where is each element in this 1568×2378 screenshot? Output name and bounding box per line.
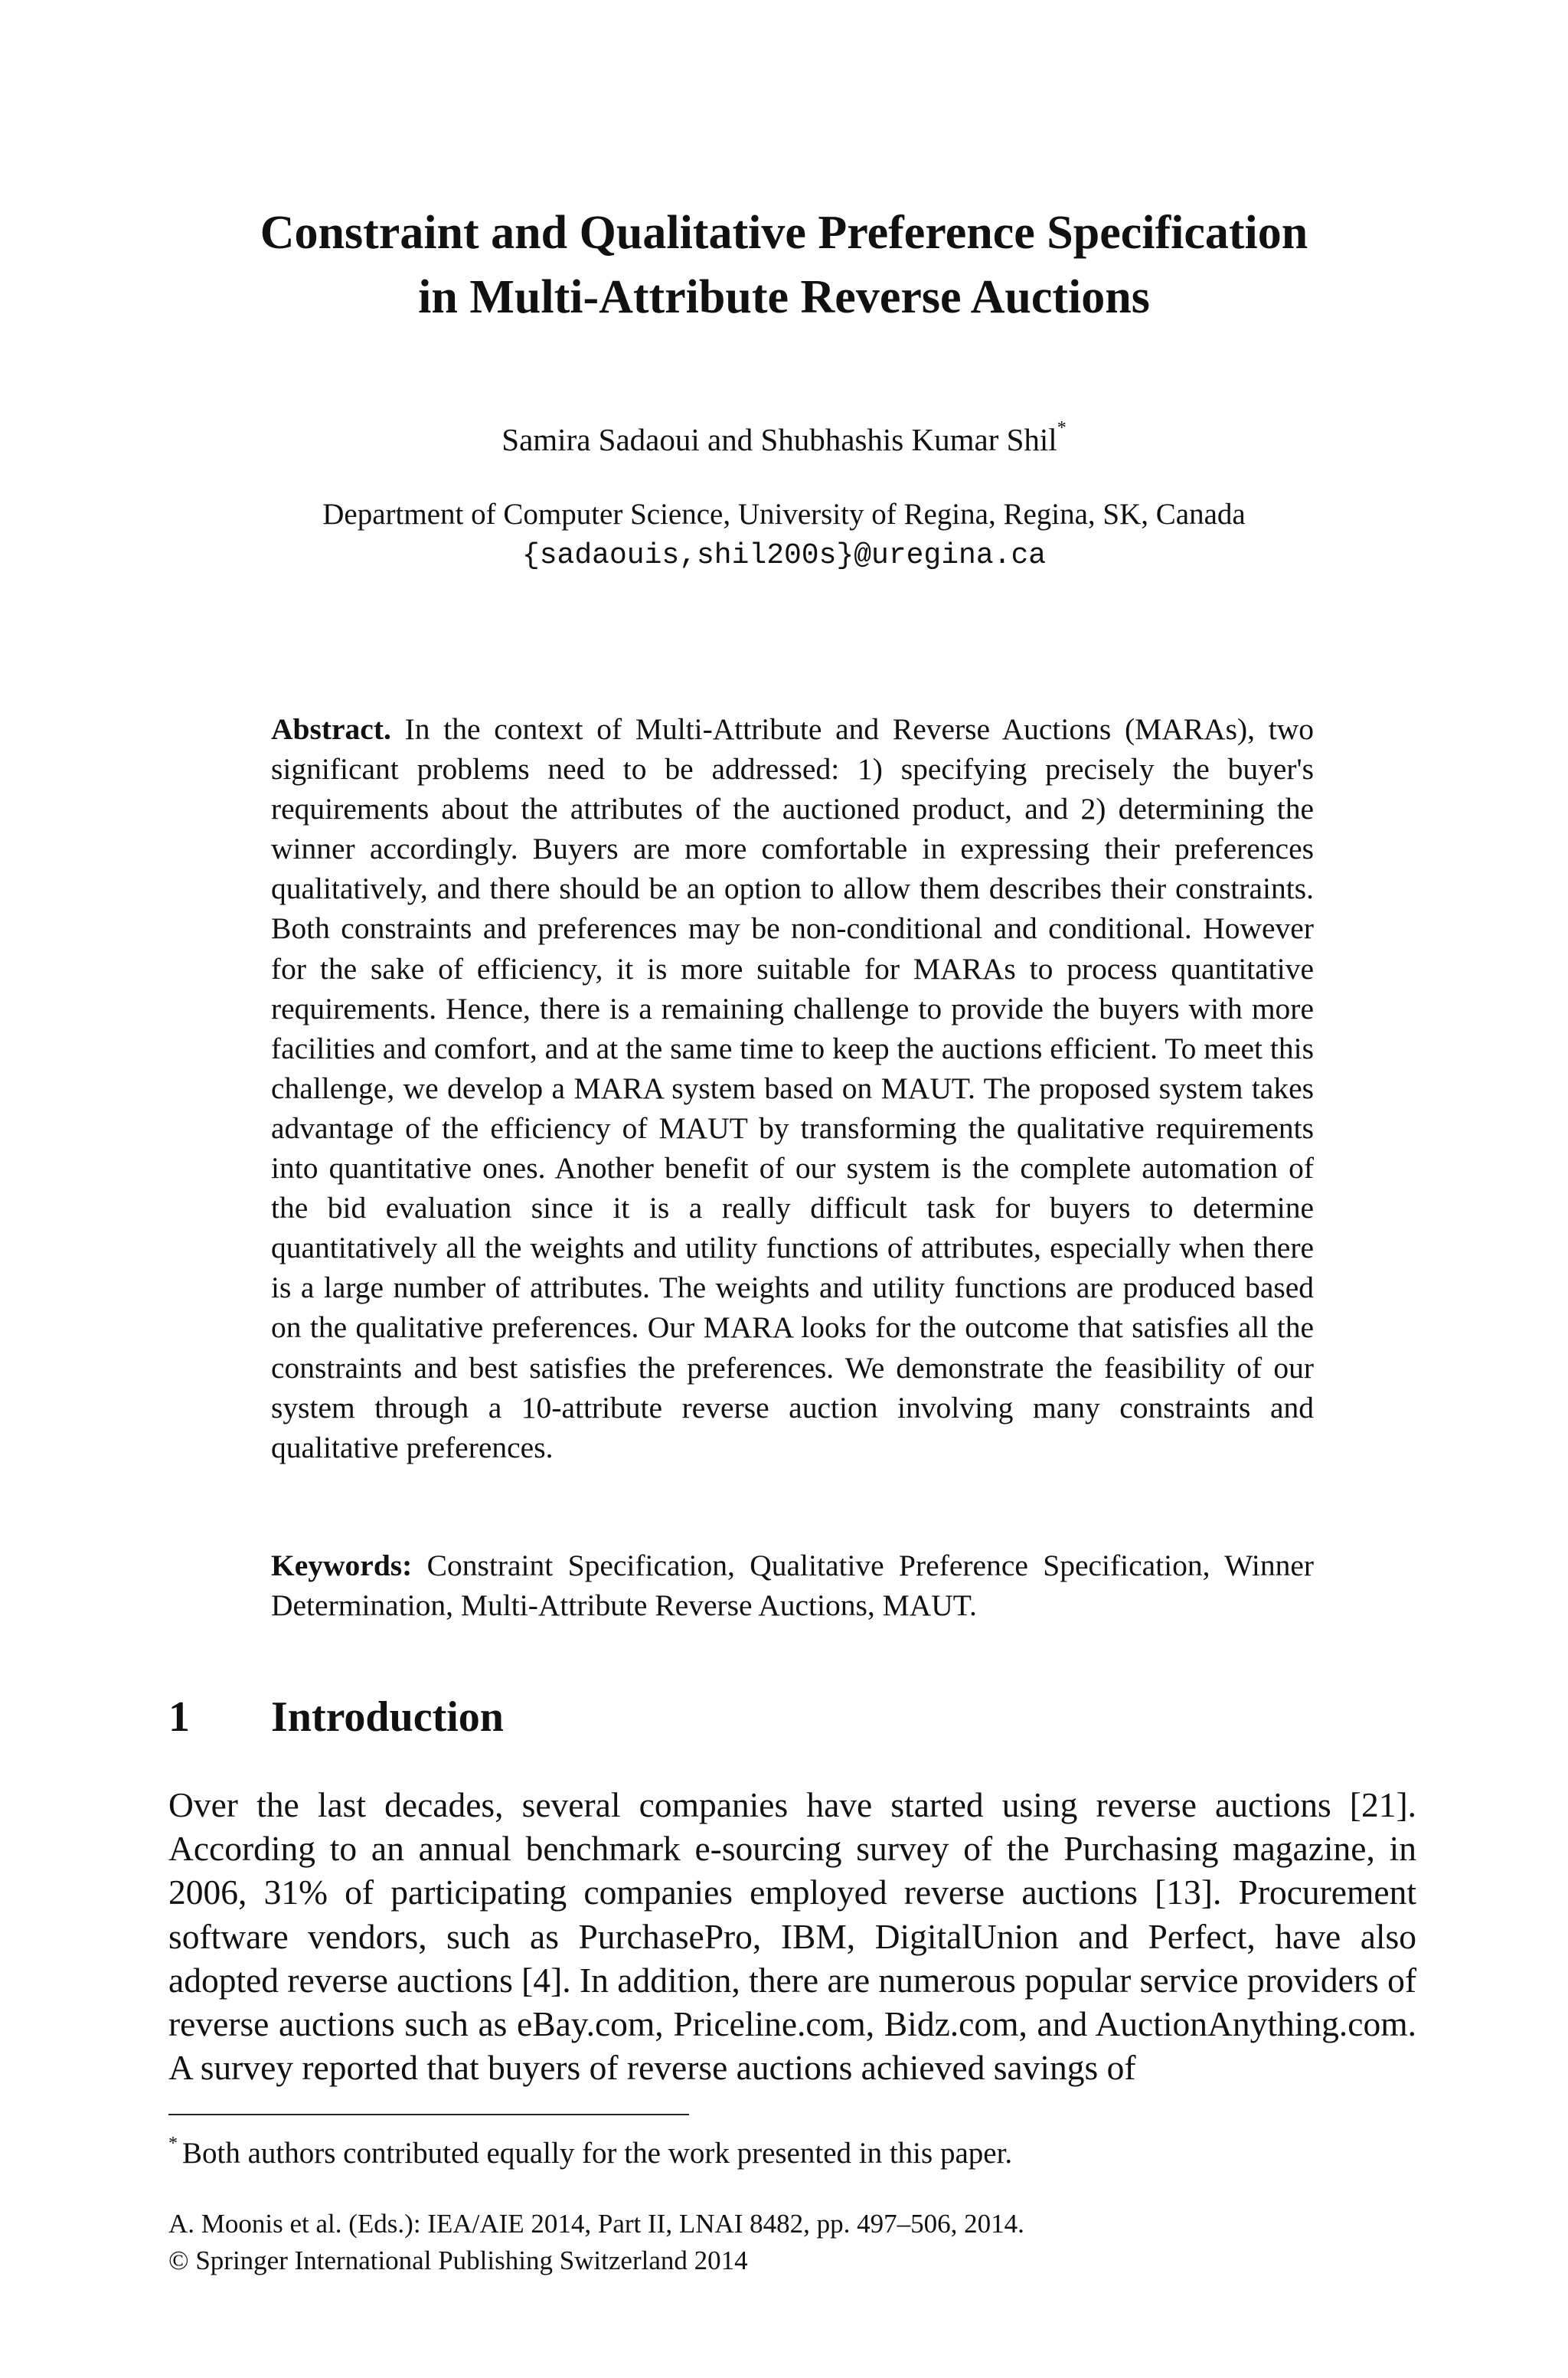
abstract bbox=[271, 709, 1314, 1467]
paper-title bbox=[153, 201, 1415, 329]
section-number: 1 bbox=[168, 1693, 190, 1741]
keywords-text: Constraint Specification, Qualitative Preference Specification, Winner Determination, Multi-Attribute Reverse Auctions, MAUT. bbox=[271, 1549, 1315, 1622]
footnote-divider bbox=[168, 2114, 689, 2115]
author-names: Samira Sadaoui and Shubhashis Kumar Shil bbox=[501, 422, 1057, 457]
publication-citation: A. Moonis et al. (Eds.): IEA/AIE 2014, Part II, LNAI 8482, pp. 497–506, 2014. bbox=[168, 2209, 1024, 2239]
abstract-label: Abstract. bbox=[271, 712, 391, 746]
title-line-1: Constraint and Qualitative Preference Specification bbox=[260, 207, 1308, 259]
keywords bbox=[271, 1546, 1314, 1625]
author-list bbox=[153, 418, 1415, 461]
footnote-text: Both authors contributed equally for the work presented in this paper. bbox=[182, 2137, 1013, 2170]
abstract-text: In the context of Multi-Attribute and Reverse Auctions (MARAs), two significant problems need to be addressed: 1) specifying precisely the buyer's requirements about the attributes of the auctioned product, and 2) determining the winner accordingly. Buyers are more comfortable in expressing their preferences qualitatively, and there should be an option to allow them describes their constraints. Both constraints and preferences may be non-conditional and conditional. However for the sake of efficiency, it is more suitable for MARAs to process quantitative requirements. Hence, there is a remaining challenge to provide the buyers with more facilities and comfort, and at the same time to keep the auctions efficient. To meet this challenge, we develop a MARA system based on MAUT. The proposed system takes advantage of the efficiency of MAUT by transforming the qualitative requirements into quantitative ones. Another benefit of our system is the complete automation of the bid evaluation since it is a really difficult task for buyers to determine quantitatively all the weights and utility functions of attributes, especially when there is a large number of attributes. The weights and utility functions are produced based on the qualitative preferences. Our MARA looks for the outcome that satisfies all the constraints and best satisfies the preferences. We demonstrate the feasibility of our system through a 10-attribute reverse auction involving many constraints and qualitative preferences. bbox=[271, 712, 1314, 1464]
introduction-paragraph: Over the last decades, several companies have started using reverse auctions [21]. According to an annual benchmark e-sourcing survey of the Purchasing magazine, in 2006, 31% of participating companies employed reverse auctions [13]. Procurement software vendors, such as PurchasePro, IBM, DigitalUnion and Perfect, have also adopted reverse auctions [4]. In addition, there are numerous popular service providers of reverse auctions such as eBay.com, Priceline.com, Bidz.com, and AuctionAnything.com. A survey reported that buyers of reverse auctions achieved savings of bbox=[168, 1785, 1416, 2088]
publication-copyright: © Springer International Publishing Switzerland 2014 bbox=[168, 2246, 748, 2275]
affiliation: Department of Computer Science, University of Regina, Regina, SK, Canada bbox=[322, 498, 1246, 531]
section-heading bbox=[168, 1690, 504, 1744]
footnote-marker: * bbox=[168, 2134, 178, 2154]
title-line-2: in Multi-Attribute Reverse Auctions bbox=[418, 271, 1150, 323]
section-title: Introduction bbox=[271, 1693, 504, 1741]
keywords-label: Keywords: bbox=[271, 1549, 413, 1582]
publication-info bbox=[168, 2206, 1416, 2279]
author-footnote-marker: * bbox=[1057, 418, 1067, 438]
author-email: {sadaouis,shil200s}@uregina.ca bbox=[521, 539, 1047, 572]
footnote bbox=[168, 2134, 1416, 2174]
